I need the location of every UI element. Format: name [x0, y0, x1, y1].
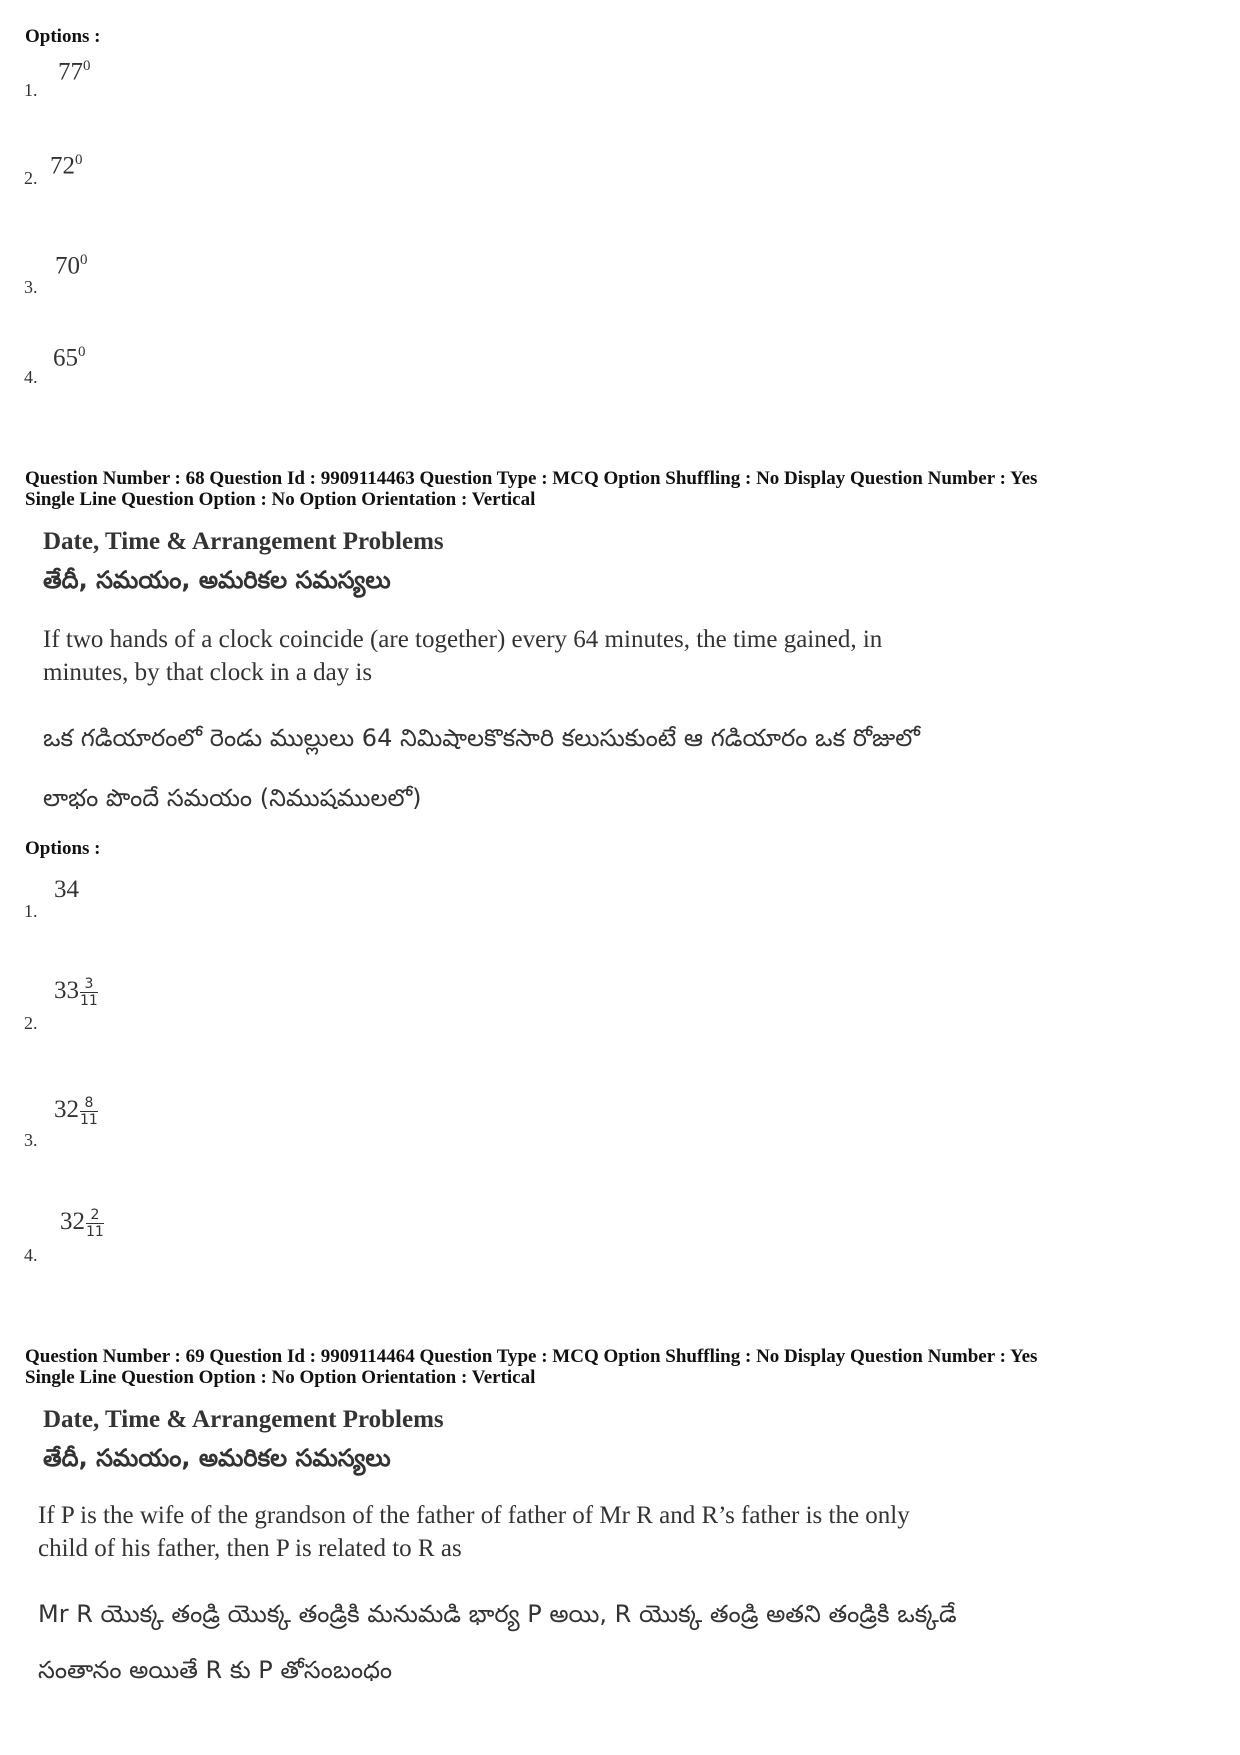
option-superscript: 0 — [80, 252, 88, 268]
option-number: 3. — [24, 1130, 38, 1150]
option-value — [55, 252, 88, 280]
question-meta-line2: Single Line Question Option : No Option Orientation : Vertical — [25, 489, 536, 510]
option-whole: 32 — [54, 1096, 79, 1124]
question-text-te-2: సంతానం అయితే R కు P తోసంబంధం — [38, 1656, 393, 1684]
question-text-en: If two hands of a clock coincide (are together) every 64 minutes, the time gained, in — [43, 626, 883, 653]
option-whole: 32 — [60, 1208, 85, 1236]
question-text-te-2: లాభం పొందే సమయం (నిముషములలో) — [43, 784, 422, 812]
option-base: 77 — [58, 58, 83, 86]
option-number: 4. — [24, 367, 38, 387]
option-number: 1. — [24, 901, 38, 921]
option-superscript: 0 — [83, 58, 91, 74]
question-meta: Question Number : 69 Question Id : 9909114464 Question Type : MCQ Option Shuffling : No Display Question Number : Yes — [25, 1346, 1038, 1367]
question-topic-te: తేదీ, సమయం, అమరికల సమస్యలు — [43, 566, 391, 594]
option-number: 2. — [24, 1013, 38, 1033]
option-fraction — [80, 976, 98, 1009]
option-base: 65 — [53, 344, 78, 372]
option-number: 2. — [24, 168, 38, 188]
denominator: 11 — [80, 993, 98, 1009]
option-value: 34 — [54, 876, 79, 903]
option-value — [54, 976, 98, 1009]
option-number: 3. — [24, 277, 38, 297]
question-text-en-2: child of his father, then P is related to R as — [38, 1535, 462, 1562]
denominator: 11 — [86, 1224, 104, 1240]
question-text-en: If P is the wife of the grandson of the father of father of Mr R and R’s father is the only — [38, 1502, 910, 1529]
numerator: 3 — [80, 976, 98, 993]
option-superscript: 0 — [75, 152, 83, 168]
option-fraction — [80, 1095, 98, 1128]
question-meta: Question Number : 68 Question Id : 9909114463 Question Type : MCQ Option Shuffling : No Display Question Number : Yes — [25, 468, 1038, 489]
option-superscript: 0 — [78, 344, 86, 360]
question-text-en-2: minutes, by that clock in a day is — [43, 659, 373, 686]
option-value — [58, 58, 91, 86]
question-text-te: Mr R యొక్క తండ్రి యొక్క తండ్రికి మనుమడి భార్య P అయి, R యొక్క తండ్రి అతని తండ్రికి ఒక్కడే — [38, 1600, 957, 1628]
question-topic-en: Date, Time & Arrangement Problems — [43, 528, 444, 555]
denominator: 11 — [80, 1112, 98, 1128]
question-topic-en: Date, Time & Arrangement Problems — [43, 1406, 444, 1433]
question-meta-line2: Single Line Question Option : No Option Orientation : Vertical — [25, 1367, 536, 1388]
question-text-te: ఒక గడియారంలో రెండు ముల్లులు 64 నిమిషాలకొకసారి కలుసుకుంటే ఆ గడియారం ఒక రోజులో — [43, 724, 920, 752]
option-value — [53, 344, 86, 372]
option-number: 4. — [24, 1245, 38, 1265]
option-value — [60, 1207, 104, 1240]
numerator: 2 — [86, 1207, 104, 1224]
option-base: 72 — [50, 152, 75, 180]
option-whole: 33 — [54, 977, 79, 1005]
question-topic-te: తేదీ, సమయం, అమరికల సమస్యలు — [43, 1444, 391, 1472]
option-value — [50, 152, 83, 180]
option-value — [54, 1095, 98, 1128]
option-number: 1. — [24, 80, 38, 100]
option-base: 70 — [55, 252, 80, 280]
options-label: Options : — [25, 838, 101, 859]
options-label: Options : — [25, 26, 101, 47]
numerator: 8 — [80, 1095, 98, 1112]
option-fraction — [86, 1207, 104, 1240]
